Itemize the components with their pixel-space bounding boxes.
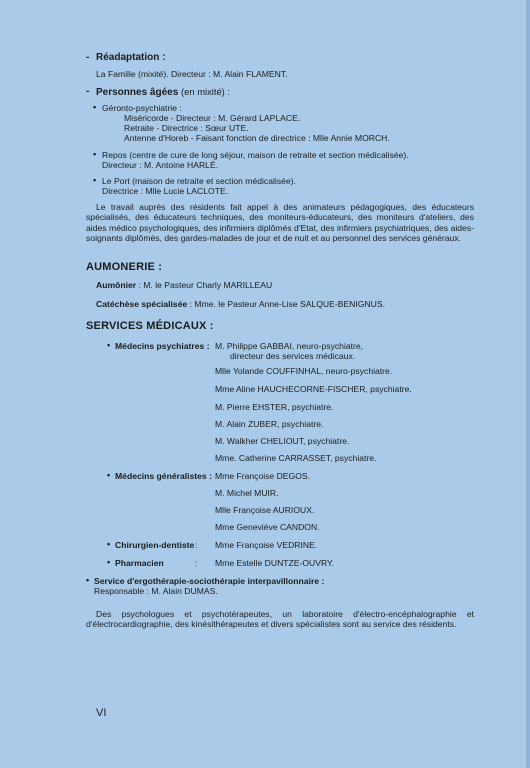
aumonier-line: [96, 281, 272, 290]
bullet: •: [107, 557, 111, 567]
readaptation-dash: -: [86, 52, 90, 63]
bullet: •: [93, 175, 97, 185]
repos-line-2: Directeur : M. Antoine HARLÉ.: [102, 160, 219, 170]
bullet: •: [93, 149, 97, 159]
pharmacien-value: Mme Estelle DUNTZE-OUVRY.: [215, 558, 335, 568]
personnes-agees-heading-bold: Personnes âgées: [96, 87, 179, 98]
aumonier-label: Aumônier: [96, 280, 137, 290]
psy-line: Mlle Yolande COUFFINHAL, neuro-psychiatre.: [215, 366, 393, 376]
personnes-agees-dash: -: [86, 86, 90, 97]
psy-line: Mme. Catherine CARRASSET, psychiatre.: [215, 453, 377, 463]
ergo-responsable: Responsable : M. Alain DUMAS.: [94, 586, 218, 596]
ergo-title: Service d'ergothérapie-sociothérapie interpavillonnaire :: [94, 576, 325, 586]
gen-line: M. Michel MUIR.: [215, 488, 279, 498]
psy-line: Mme Aline HAUCHECORNE-FISCHER, psychiatre.: [215, 384, 412, 394]
port-line-2: Directrice : Mlle Lucie LACLOTE.: [102, 186, 229, 196]
readaptation-heading: Réadaptation :: [96, 52, 166, 63]
gen-line: Mme Françoise DEGOS.: [215, 471, 311, 481]
aumonier-value: : M. le Pasteur Charly MARILLEAU: [138, 280, 273, 290]
travail-paragraph: Le travail auprès des résidents fait appel à des animateurs pédagogiques, des éducateurs spécialisés, des éducateurs techniques, des moniteurs-éducateurs, des moniteurs d'ateliers, des aides médico psychologiques, des infirmiers diplômés d'Etat, des infirmiers psychiatriques, des aides-soignants diplômés, des gardes-malades de jour et de nuit et au personnel des services généraux.: [86, 202, 474, 244]
closing-paragraph: Des psychologues et psychotérapeutes, un laboratoire d'électro-encéphalographie et d'électrocardiographie, des kinésithérapeutes et divers spécialistes sont au service des résidents.: [86, 609, 474, 630]
aumonerie-heading: AUMONERIE :: [86, 261, 163, 273]
readaptation-line: La Famille (mixité). Directeur : M. Alain FLAMENT.: [96, 69, 288, 79]
psy-line: directeur des services médicaux.: [230, 351, 356, 361]
bullet: •: [107, 470, 111, 480]
page-edge: [526, 0, 530, 768]
personnes-agees-heading: [96, 87, 230, 98]
geronto-line-2: Retraite - Directrice : Sœur UTE.: [124, 123, 249, 133]
psy-line: M. Alain ZUBER, psychiatre.: [215, 419, 324, 429]
pharmacien-label: Pharmacien: [115, 558, 164, 568]
bullet: •: [107, 340, 111, 350]
pharmacien-colon: :: [195, 558, 198, 568]
dentiste-colon: :: [195, 540, 198, 550]
repos-line-1: Repos (centre de cure de long séjour, maison de retraite et section médicalisée).: [102, 150, 409, 160]
port-line-1: Le Port (maison de retraite et section médicalisée).: [102, 176, 296, 186]
dentiste-value: Mme Françoise VEDRINE.: [215, 540, 318, 550]
catechese-value: : Mme. le Pasteur Anne-Lise SALQUE-BENIGNUS.: [189, 299, 385, 309]
geronto-title: Géronto-psychiatrie :: [102, 103, 182, 113]
psy-line: M. Philippe GABBAI, neuro-psychiatre,: [215, 341, 364, 351]
personnes-agees-heading-rest: (en mixité) :: [181, 86, 231, 97]
gen-line: Mme Geneviève CANDON.: [215, 522, 320, 532]
services-heading: SERVICES MÉDICAUX :: [86, 320, 214, 332]
bullet: •: [93, 102, 97, 112]
catechese-label: Catéchèse spécialisée: [96, 299, 188, 309]
psy-label: Médecins psychiatres :: [115, 341, 210, 351]
dentiste-label: Chirurgien-dentiste: [115, 540, 195, 550]
bullet: •: [86, 575, 90, 585]
gen-line: Mlle Françoise AURIOUX.: [215, 505, 315, 515]
catechese-line: [96, 300, 385, 309]
psy-line: M. Walkher CHELIOUT, psychiatre.: [215, 436, 350, 446]
psy-line: M. Pierre EHSTER, psychiatre.: [215, 402, 334, 412]
geronto-line-1: Miséricorde - Directeur : M. Gérard LAPLACE.: [124, 113, 301, 123]
gen-label: Médecins généralistes :: [115, 471, 212, 481]
geronto-line-3: Antenne d'Horeb - Faisant fonction de directrice : Mlle Annie MORCH.: [124, 133, 390, 143]
bullet: •: [107, 539, 111, 549]
page-number: VI: [96, 707, 107, 719]
